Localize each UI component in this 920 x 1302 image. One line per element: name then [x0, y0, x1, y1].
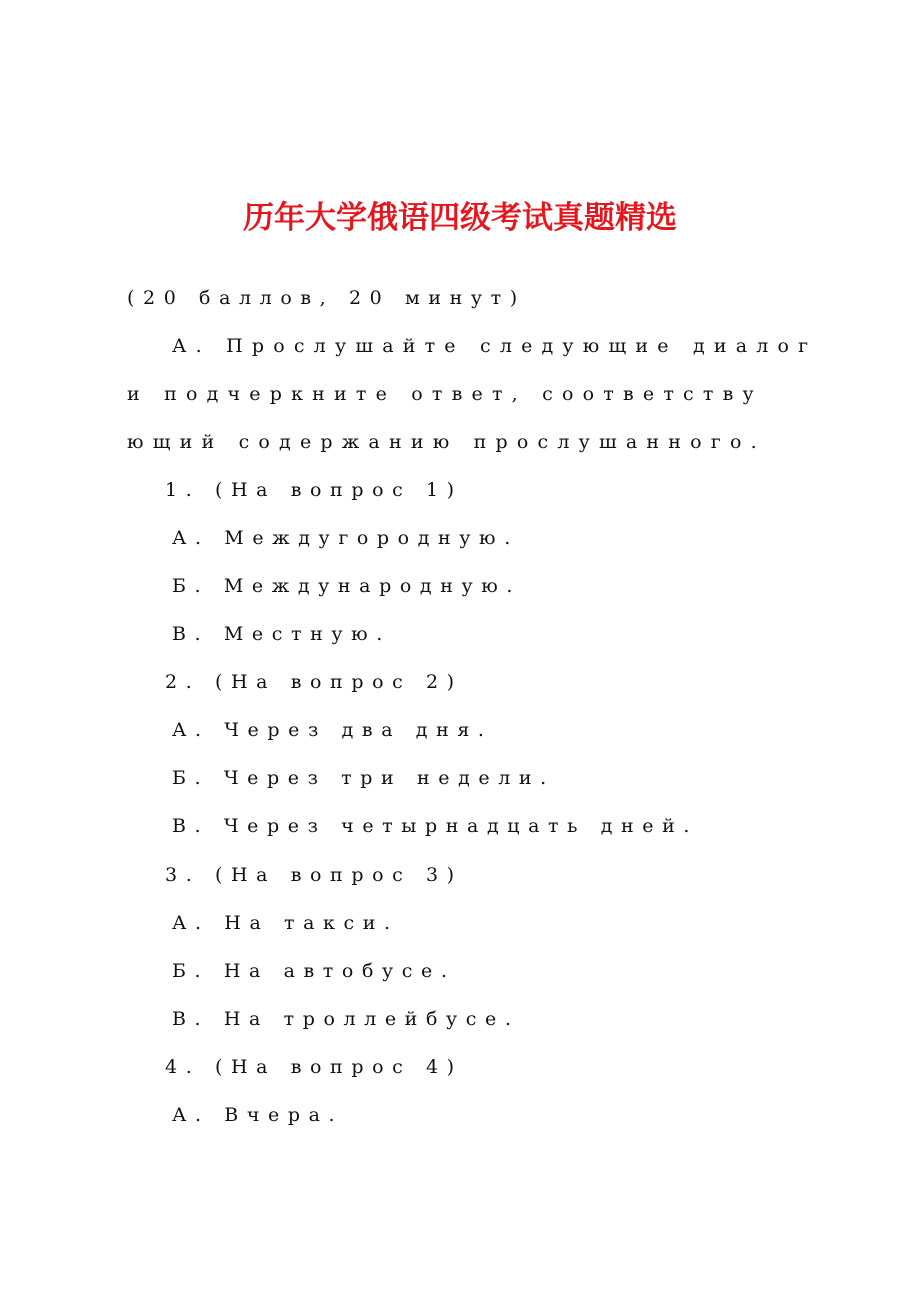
- question-3-option-b: Б. На автобусе.: [172, 960, 456, 982]
- question-4: 4. (На вопрос 4): [165, 1056, 463, 1078]
- section-points: (20 баллов, 20 минут): [127, 287, 526, 309]
- question-3: 3. (На вопрос 3): [165, 864, 463, 886]
- question-2-option-c: В. Через четырнадцать дней.: [172, 815, 699, 837]
- page-title: 历年大学俄语四级考试真题精选: [243, 200, 677, 236]
- instruction-line-3: ющий содержанию прослушанного.: [127, 431, 766, 453]
- question-4-option-a: А. Вчера.: [172, 1104, 344, 1126]
- instruction-line-1: А. Прослушайте следующие диалог: [172, 335, 818, 357]
- question-3-option-c: В. На троллейбусе.: [172, 1008, 520, 1030]
- question-3-option-a: А. На такси.: [172, 912, 399, 934]
- question-2-option-a: А. Через два дня.: [172, 719, 493, 741]
- instruction-line-2: и подчеркните ответ, соответству: [127, 383, 763, 405]
- question-2: 2. (На вопрос 2): [165, 671, 463, 693]
- question-1-option-b: Б. Международную.: [172, 575, 522, 597]
- question-1: 1. (На вопрос 1): [165, 479, 463, 501]
- question-1-option-a: А. Междугородную.: [172, 527, 519, 549]
- question-1-option-c: В. Местную.: [172, 623, 391, 645]
- question-2-option-b: Б. Через три недели.: [172, 767, 555, 789]
